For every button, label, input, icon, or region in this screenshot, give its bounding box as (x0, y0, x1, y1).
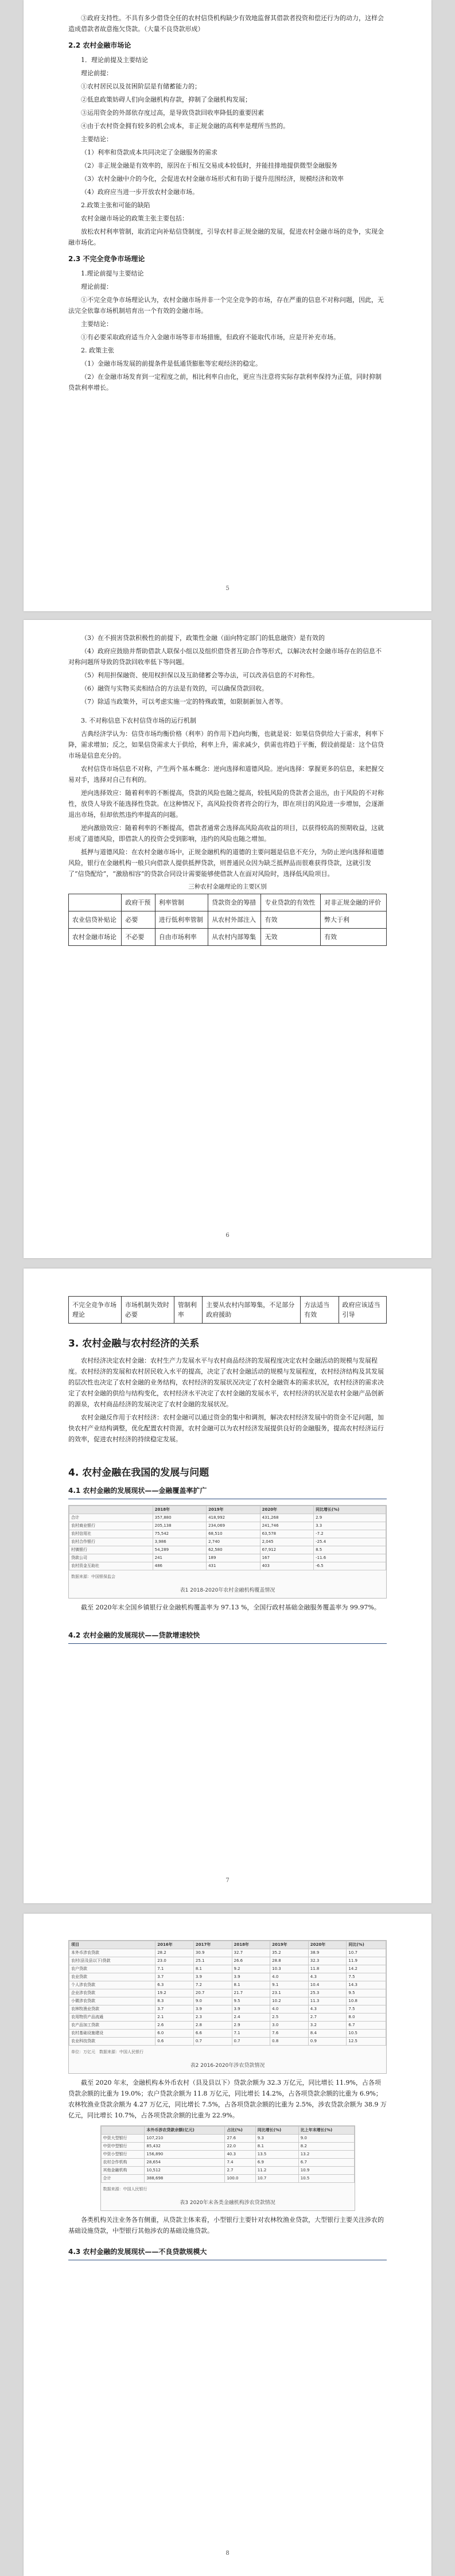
table-row (69, 1538, 386, 1546)
table-cell: 11.3 (308, 1997, 347, 2005)
table-cell: 同比增长(%) (255, 2127, 298, 2135)
table-cell: 0.7 (193, 2038, 232, 2046)
table-cell: 10.8 (347, 1997, 386, 2005)
figure-note: 数据来源：中国人民银行 (103, 2187, 147, 2191)
table-row (69, 1981, 386, 1989)
table-cell: 205,138 (153, 1522, 206, 1530)
table-cell: 3.2 (308, 2022, 347, 2030)
table-cell: 主要从农村内部筹集，不足部分政府援助 (203, 1297, 301, 1324)
table-cell: 弊大于利 (321, 911, 387, 929)
table-cell: 35.2 (270, 1949, 309, 1957)
table-cell: 32.7 (232, 1949, 270, 1957)
table-cell: 431,268 (260, 1514, 313, 1522)
table-cell: 农产品加工贷款 (69, 2022, 155, 2030)
table-cell: 3.9 (193, 1973, 232, 1981)
table-row (69, 1514, 386, 1522)
page-number: 8 (225, 2550, 230, 2556)
table-cell: 方法适当有效 (301, 1297, 339, 1324)
table-row (69, 1546, 386, 1554)
table-cell: 62,580 (207, 1546, 260, 1554)
table-cell: 13.2 (298, 2151, 354, 2159)
table-cell: 54,289 (153, 1546, 206, 1554)
table-cell: 6.6 (193, 2030, 232, 2038)
table-row (101, 2143, 354, 2151)
table-cell: 对非正规金融的评价 (321, 894, 387, 911)
table-cell: 利率管制 (155, 894, 208, 911)
paragraph: 逆向选择效应：随着利率的不断提高，贷款的风险也随之提高，较低风险的贷款者会退出，由于风险的不对称性，放贷人导致不能选择性贷款。在这种情况下，高风险投资者将会的行为，即在项目的风险进一步增加，会逐渐退出市场，但却依然违约率提高的问题。 (68, 789, 384, 818)
table-row (69, 1973, 386, 1981)
table-row (69, 1965, 386, 1973)
figure-note: 数据来源：中国银保监会 (71, 1574, 115, 1579)
table-cell: 农林牧渔业贷款 (69, 2005, 155, 2014)
table-cell: 27.6 (225, 2135, 255, 2143)
table-cell: 贷款公司 (69, 1554, 153, 1562)
table-cell (69, 894, 122, 911)
paragraph: （2）非正规金融是有效率的，原因在于相互交易成本较低时，并能挂排地提供微型金融服务 (81, 162, 337, 169)
table-cell: 38.9 (308, 1949, 347, 1957)
table-cell: 2.9 (232, 2022, 270, 2030)
table-cell: 234,069 (207, 1522, 260, 1530)
table-cell: 农村资金互助社 (69, 1562, 153, 1570)
table-cell: 14.2 (347, 1965, 386, 1973)
table-row (69, 894, 387, 911)
table-cell: 同比增长(%) (314, 1506, 386, 1514)
table-cell: -25.4 (314, 1538, 386, 1546)
table-cell: 合计 (69, 1514, 153, 1522)
table-cell: 10.9 (298, 2167, 354, 2175)
table-caption: 三种农村金融理论的主要区别 (188, 883, 267, 890)
paragraph: ③政府支持性。不具有多少借贷全任的农村信贷机构缺少有效地监督其借款者投资和偿还行为的动力，这样会造成借款者故意拖欠贷款。（大量不良贷款形成） (68, 14, 384, 33)
paragraph: （2）在金融市场发育到一定程度之前，相比利率自由化，更应当注意将实际存款利率保持为正值，同时抑制贷款利率增长。 (68, 373, 382, 391)
table-cell: 8.1 (255, 2143, 298, 2151)
table-cell: 4.0 (270, 1973, 309, 1981)
table-cell: 农村基础设施建设 (69, 2030, 155, 2038)
figure-table (69, 1506, 386, 1570)
paragraph: （5）利用担保融资、使用权担保以及互助储蓄会等办法，可以改善信息的不对称性。 (81, 672, 318, 679)
table-cell: 10.7 (255, 2175, 298, 2183)
paragraph: 农村金融市场论的政策主张主要包括： (81, 215, 188, 222)
table-cell: 2.5 (270, 2014, 309, 2022)
table-cell: 2.4 (232, 2014, 270, 2022)
paragraph: ①不完全竞争市场理论认为，农村金融市场并非一个完全竞争的市场，存在严重的信息不对称问题，因此，无法完全依靠市场机制培育出一个有效的金融市场。 (68, 296, 384, 315)
paragraph: ①农村居民以及贫困阶层是有储蓄能力的； (81, 83, 201, 90)
table-cell: 8.3 (155, 1997, 194, 2005)
table-cell: 占比(%) (225, 2127, 255, 2135)
table-cell: 9.1 (270, 1981, 309, 1989)
table-cell: 农户贷款 (69, 1965, 155, 1973)
table-cell: 2020年 (260, 1506, 313, 1514)
table-cell: 8.1 (193, 1965, 232, 1973)
table-row (69, 2014, 386, 2022)
table-cell: 2020年 (308, 1941, 347, 1949)
table-cell: 从农村内部筹集 (208, 929, 261, 946)
table-cell: 9.5 (232, 1997, 270, 2005)
table-cell: 8.1 (232, 1981, 270, 1989)
table-cell (69, 1506, 153, 1514)
paragraph: （3）在不损害贷款积极性的前提下，政策性金融（面向特定部门的低息融资）是有效的 (81, 634, 325, 642)
table-cell: 2.6 (155, 2022, 194, 2030)
section-heading-4-3: 4.3 农村金融的发展现状——不良贷款规模大 (68, 2248, 207, 2256)
paragraph: 古典经济学认为：信贷市场均衡价格（利率）的作用下趋向均衡，也就是说：如果信贷供给大于需求，利率下降，需求增加；反之，如果信贷需求大于供给，利率上升，需求减少，供需也将趋于平衡，假设前提是：这个信贷市场是信息充分的。 (68, 730, 384, 759)
table-row (69, 2022, 386, 2030)
table-header-row (69, 1506, 386, 1514)
table-cell: 3,986 (153, 1538, 206, 1546)
table-cell: 4.0 (270, 2005, 309, 2014)
table-cell: 20.7 (193, 1989, 232, 1997)
table-cell: 4.3 (308, 1973, 347, 1981)
table-cell: 241 (153, 1554, 206, 1562)
table-cell: 2,045 (260, 1538, 313, 1546)
table-row (69, 1522, 386, 1530)
table-cell: 21.7 (232, 1989, 270, 1997)
table-cell: 403 (260, 1562, 313, 1570)
table-row (69, 1562, 386, 1570)
table-cell: 贷款资金的筹措 (208, 894, 261, 911)
table-cell: 22.0 (225, 2143, 255, 2151)
table-row (69, 2038, 386, 2046)
table-cell: 2.7 (308, 2014, 347, 2022)
figure-caption: 表1 2018-2020年农村金融机构覆盖情况 (180, 1588, 275, 1593)
paragraph: （1）利率和贷款成本共同决定了金融服务的需求 (81, 149, 217, 156)
table-cell: 9.0 (193, 1997, 232, 2005)
table-cell: 2018年 (232, 1941, 270, 1949)
figure-table (69, 1941, 386, 2046)
table-cell: 167 (260, 1554, 313, 1562)
paragraph: 截至 2020 年末，金融机构本外币农村（县及县以下）贷款余额为 32.3 万亿元，同比增长 11.9%，占各项贷款余额的比重为 19.0%；农户贷款余额为 11.8 万亿元，同比增长 14.2%，占各项贷款余额的比重为 6.9%；农林牧渔业贷款余额为 4.27 万亿元，同比增长 7.5%，占各项贷款余额的比重为 2.5%，涉农贷款余额为 38.9 万亿元，同比增长 10.7%，占各项贷款余额的比重为 22.9%。 (68, 2079, 387, 2119)
table-cell: 农用物资产品流通 (69, 2014, 155, 2022)
table-cell: 12.5 (347, 2038, 386, 2046)
section-heading-4: 4. 农村金融在我国的发展与问题 (68, 1467, 209, 1479)
table-cell: 农业信贷补贴论 (69, 911, 122, 929)
table-row (69, 1530, 386, 1538)
paragraph: 理论前提： (81, 69, 112, 77)
table-cell: -6.5 (314, 1562, 386, 1570)
paragraph: （7）除适当政策外，可以考虑实施一定的特殊政策，如限制新加入者等。 (81, 698, 287, 705)
table-cell: 11.2 (255, 2167, 298, 2175)
table-cell: 10.4 (308, 1981, 347, 1989)
table-cell: 7.5 (347, 2005, 386, 2014)
table-cell: 有效 (321, 929, 387, 946)
table-row (69, 2030, 386, 2038)
table-cell: 357,880 (153, 1514, 206, 1522)
paragraph: 2. 政策主张 (81, 347, 114, 354)
table-row (101, 2167, 354, 2175)
table-cell: 4.3 (308, 2005, 347, 2014)
table-cell: 8.4 (308, 2030, 347, 2038)
table-cell: 本外币涉农贷款余额(亿元) (145, 2127, 225, 2135)
table-cell: 431 (207, 1562, 260, 1570)
table-cell: 农村合作银行 (69, 1538, 153, 1546)
subsection-heading: 3. 不对称信息下农村信贷市场的运行机制 (81, 717, 196, 724)
table-cell: 中资大型银行 (101, 2135, 145, 2143)
table-cell: 25.3 (308, 1989, 347, 1997)
table-cell: 13.5 (255, 2151, 298, 2159)
table-cell: 10.5 (347, 2030, 386, 2038)
table-cell: 9.0 (298, 2135, 354, 2143)
table-row (69, 929, 387, 946)
table-cell: 9.3 (255, 2135, 298, 2143)
paragraph: 逆向激励效应：随着利率的不断提高，借款者通常会选择高风险高收益的项目，以获得较高的预期收益，这就形成了道德风险，即借款人的投资会受到影响，违约的风险也随之增加。 (68, 824, 384, 843)
table-row (69, 1949, 386, 1957)
paragraph: （1）金融市场发展的前提条件是低通货膨胀等宏观经济的稳定。 (81, 360, 262, 367)
table-cell: 3.7 (155, 2005, 194, 2014)
table-cell: 2018年 (153, 1506, 206, 1514)
table-cell: 8.2 (298, 2143, 354, 2151)
table-cell: 2.3 (193, 2014, 232, 2022)
table-cell: 6.0 (155, 2030, 194, 2038)
table-cell: 7.4 (225, 2159, 255, 2167)
figure-institution-loan-table (100, 2125, 355, 2211)
table-cell: 6.7 (347, 2022, 386, 2030)
table-cell: 486 (153, 1562, 206, 1570)
table-cell: 7.5 (347, 1973, 386, 1981)
table-cell: 11.8 (308, 1965, 347, 1973)
table-cell: 中资中型银行 (101, 2143, 145, 2151)
figure-agri-loan-table (68, 1940, 387, 2074)
table-cell: -11.6 (314, 1554, 386, 1562)
figure-caption: 表3 2020年末各类金融机构涉农贷款情况 (180, 2200, 275, 2206)
table-cell: 7.1 (232, 2030, 270, 2038)
heading-rule (68, 1643, 387, 1644)
table-cell: 10.3 (270, 1965, 309, 1973)
table-row (101, 2151, 354, 2159)
section-heading-4-2: 4.2 农村金融的发展现状——贷款增速较快 (68, 1631, 200, 1639)
table-row (69, 1297, 387, 1324)
table-cell: 其他金融机构 (101, 2167, 145, 2175)
table-cell: 3.3 (314, 1522, 386, 1530)
table-cell: 农村(县及县以下)贷款 (69, 1957, 155, 1965)
table-cell: 不完全竞争市场理论 (69, 1297, 122, 1324)
table-cell: 2,740 (207, 1538, 260, 1546)
document-page-4 (24, 1914, 431, 2576)
table-cell: 2.7 (225, 2167, 255, 2175)
document-page-1 (24, 0, 431, 611)
table-cell: 农村金融市场论 (69, 929, 122, 946)
table-row (69, 2005, 386, 2014)
table-cell: 2.1 (155, 2014, 194, 2022)
table-cell: 必要 (122, 911, 155, 929)
table-cell: 7.1 (155, 1965, 194, 1973)
table-cell: 23.0 (155, 1957, 194, 1965)
page-number: 5 (225, 585, 230, 592)
table-row (101, 2159, 354, 2167)
table-cell: 63,578 (260, 1530, 313, 1538)
table-cell: 241,746 (260, 1522, 313, 1530)
table-cell: 28.8 (270, 1957, 309, 1965)
paragraph: ③运用资金的外部依存度过高，是导致贷款回收率降低的重要因素 (81, 109, 264, 117)
section-heading-3: 3. 农村金融与农村经济的关系 (68, 1338, 200, 1349)
paragraph: （3）农村金融中介的今化，会促进农村金融市场形式和有助于提升范围经济，规模经济和效率 (81, 175, 344, 183)
table-cell: 农村合作机构 (101, 2159, 145, 2167)
table-cell: 418,992 (207, 1514, 260, 1522)
figure-note: 单位：万亿元 数据来源：中国人民银行 (71, 2050, 143, 2054)
table-cell: 本外币涉农贷款 (69, 1949, 155, 1957)
table-cell: 10,512 (145, 2167, 225, 2175)
table-cell: 107,210 (145, 2135, 225, 2143)
table-row (101, 2135, 354, 2143)
section-heading-2-3: 2.3 不完全竞争市场理论 (68, 255, 145, 263)
table-cell: 合计 (101, 2175, 145, 2183)
table-cell: 28,654 (145, 2159, 225, 2167)
table-cell: 23.1 (270, 1989, 309, 1997)
paragraph: 理论前提： (81, 283, 112, 290)
paragraph: 1.理论前提与主要结论 (81, 270, 144, 277)
table-cell: 项目 (69, 1941, 155, 1949)
table-cell: 个人涉农贷款 (69, 1981, 155, 1989)
table-cell: 企业涉农贷款 (69, 1989, 155, 1997)
table-cell: 9.2 (232, 1965, 270, 1973)
table-cell: 68,510 (207, 1530, 260, 1538)
table-cell: 从农村外部注入 (208, 911, 261, 929)
table-cell: 8.0 (347, 2014, 386, 2022)
table-cell: 小微涉农贷款 (69, 1997, 155, 2005)
table-cell: 2.9 (314, 1514, 386, 1522)
table-cell: 农业贷款 (69, 1973, 155, 1981)
table-cell: 2017年 (193, 1941, 232, 1949)
paragraph: 2.政策主张和可能的缺陷 (81, 201, 150, 209)
table-row (69, 1957, 386, 1965)
table-cell: 388,698 (145, 2175, 225, 2183)
table-cell: 不必要 (122, 929, 155, 946)
table-cell: 村镇银行 (69, 1546, 153, 1554)
document-page-2 (24, 620, 431, 1258)
table-cell: 67,912 (260, 1546, 313, 1554)
paragraph: 各类机构关注业务各有侧重，从贷款主体来看，小型银行主要针对农林牧渔业贷款，大型银行主要关注涉农的基础设施贷款，中型银行其他涉农的基础设施贷款。 (68, 2216, 384, 2234)
paragraph: 1．理论前提及主要结论 (81, 56, 148, 64)
table-cell: 40.3 (225, 2151, 255, 2159)
table-cell: 3.9 (232, 2005, 270, 2014)
table-cell: 32.3 (308, 1957, 347, 1965)
table-cell: 10.7 (347, 1949, 386, 1957)
paragraph: 农村金融反作用于农村经济：农村金融可以通过资金的集中和调剂，解决农村经济发展中的资金不足问题，加快农村产业结构调整，优化配置农村资源，农村金融可以为农村经济发展提供良好的金融服务，提高农村经济运行的效率，促进农村经济的持续稳定发展。 (68, 1414, 384, 1443)
theory-comparison-table-continued (68, 1296, 387, 1324)
table-cell: 农村商业银行 (69, 1522, 153, 1530)
table-cell: -7.2 (314, 1530, 386, 1538)
table-cell: 2019年 (270, 1941, 309, 1949)
paragraph: 放松农村利率管制，取消定向补贴信贷制度，引导农村非正规金融的发展，促进农村金融市场的竞争，实现金融市场化。 (68, 228, 384, 246)
table-cell: 0.7 (232, 2038, 270, 2046)
figure-table (101, 2126, 355, 2183)
table-cell: 10.5 (298, 2175, 354, 2183)
table-row (69, 911, 387, 929)
figure-institution-coverage (68, 1505, 387, 1599)
table-cell: 农业科技贷款 (69, 2038, 155, 2046)
table-cell: 14.3 (347, 1981, 386, 1989)
table-cell: 0.9 (308, 2038, 347, 2046)
table-cell: 3.9 (193, 2005, 232, 2014)
table-cell: 7.2 (193, 1981, 232, 1989)
paragraph: 主要结论： (81, 135, 112, 143)
table-cell: 0.8 (270, 2038, 309, 2046)
table-cell: 6.7 (298, 2159, 354, 2167)
section-heading-2-2: 2.2 农村金融市场论 (68, 41, 131, 49)
paragraph: 主要结论： (81, 320, 112, 328)
table-row (69, 1989, 386, 1997)
paragraph: 农村信贷市场信息不对称，产生两个基本概念：逆向选择和道德风险。逆向选择：掌握更多的信息，来把握交易对手，选择对自己有利的。 (68, 765, 384, 783)
table-cell: 11.9 (347, 1957, 386, 1965)
table-cell: 自由市场利率 (155, 929, 208, 946)
paragraph: 抵押与道德风险：在农村金融市场中，正规金融机构的道德的主要问题是信息不充分，为防止逆向选择和道德风险，银行在金融机构一般只向借款人提供抵押贷款，则普通民众因为缺乏抵押品而很难获得贷款，这就引发了“信贷配给”，“激励相容”的贷款合同设计需要能够使借款人在面对风险时，选择低风险项目。 (68, 848, 384, 878)
table-cell: 同比(%) (347, 1941, 386, 1949)
table-cell: 市场机制失效时必要 (121, 1297, 174, 1324)
theory-comparison-table (68, 894, 387, 946)
paragraph: （4）政府应当进一步开放农村金融市场。 (81, 188, 199, 196)
page-number: 7 (225, 1877, 230, 1884)
table-cell: 75,542 (153, 1530, 206, 1538)
table-cell: 政府干预 (122, 894, 155, 911)
table-header-row (69, 1941, 386, 1949)
page-number: 6 (225, 1232, 230, 1239)
section-heading-4-1: 4.1 农村金融的发展现状——金融覆盖率扩广 (68, 1487, 207, 1495)
table-cell: 8.5 (314, 1546, 386, 1554)
table-cell: 专业贷款的有效性 (261, 894, 321, 911)
table-cell: 2016年 (155, 1941, 194, 1949)
table-cell: 进行低利率管制 (155, 911, 208, 929)
table-cell: 中资小型银行 (101, 2151, 145, 2159)
document-page-3 (24, 1268, 431, 1903)
figure-caption: 表2 2016-2020年涉农贷款情况 (190, 2063, 265, 2069)
table-cell: 19.2 (155, 1989, 194, 1997)
table-cell: 管制利率 (174, 1297, 202, 1324)
table-cell: 农村信用社 (69, 1530, 153, 1538)
table-cell: 189 (207, 1554, 260, 1562)
table-cell: 156,890 (145, 2151, 225, 2159)
paragraph: （4）政府应鼓励并帮助借款人联保小组以及组织借贷者互助合作等形式，以解决农村金融市场存在的信息不对称问题所导致的贷款回收率低下等问题。 (68, 647, 382, 666)
table-cell: 3.7 (155, 1973, 194, 1981)
table-cell: 政府应该适当引导 (339, 1297, 386, 1324)
table-cell: 25.1 (193, 1957, 232, 1965)
paragraph: （6）融资与实物买卖相结合的方法是有效的，可以确保贷款回收。 (81, 685, 268, 692)
paragraph: 农村经济决定农村金融：农村生产力发展水平与农村商品经济的发展程度决定农村金融活动的规模与发展程度。农村经济的发展和农村居民收入水平的提高，决定了农村金融活动的规模与发展程度，农村经济结构及其发展的层次性也决定了农村金融的业务结构，农村经济的发展状况决定了农村金融资本的需求状况，农村经济的需求决定了农村金融的供给与结构变化，农村经济水平决定了农村金融的发展水平，农村经济的状况是农村金融产品创新的源泉，农村商品经济的发展决定了农村金融的发展状况。 (68, 1357, 384, 1408)
table-cell: 6.3 (155, 1981, 194, 1989)
table-cell: 28.2 (155, 1949, 194, 1957)
table-row (101, 2175, 354, 2183)
table-cell: 100.0 (225, 2175, 255, 2183)
table-cell: 2.8 (193, 2022, 232, 2030)
table-row (69, 1997, 386, 2005)
table-cell: 6.9 (255, 2159, 298, 2167)
table-row (69, 1554, 386, 1562)
paragraph: ①有必要采取政府适当介入金融市场等非市场措施，但政府不能取代市场，应是开补充市场。 (81, 333, 340, 341)
paragraph: ②低息政策妨碍人们向金融机构存款，抑制了金融机构发展； (81, 96, 251, 103)
table-cell: 3.9 (232, 1973, 270, 1981)
table-cell: 7.6 (270, 2030, 309, 2038)
table-cell: 85,432 (145, 2143, 225, 2151)
paragraph: ④由于农村资金拥有较多的机会成本，非正规金融的高利率是理所当然的。 (81, 122, 289, 130)
table-cell: 比上年末增长(%) (298, 2127, 354, 2135)
paragraph: 截至 2020年末全国乡镇银行业金融机构覆盖率为 97.13 %，全国行政村基础金融服务覆盖率为 99.97%。 (81, 1604, 380, 1611)
table-cell: 有效 (261, 911, 321, 929)
table-cell: 10.2 (270, 1997, 309, 2005)
table-header-row (101, 2127, 354, 2135)
table-cell: 26.6 (232, 1957, 270, 1965)
table-cell: 无效 (261, 929, 321, 946)
table-cell: 2019年 (207, 1506, 260, 1514)
table-cell: 3.0 (270, 2022, 309, 2030)
table-cell: 0.6 (155, 2038, 194, 2046)
table-cell (101, 2127, 145, 2135)
table-cell: 9.5 (347, 1989, 386, 1997)
table-cell: 30.9 (193, 1949, 232, 1957)
